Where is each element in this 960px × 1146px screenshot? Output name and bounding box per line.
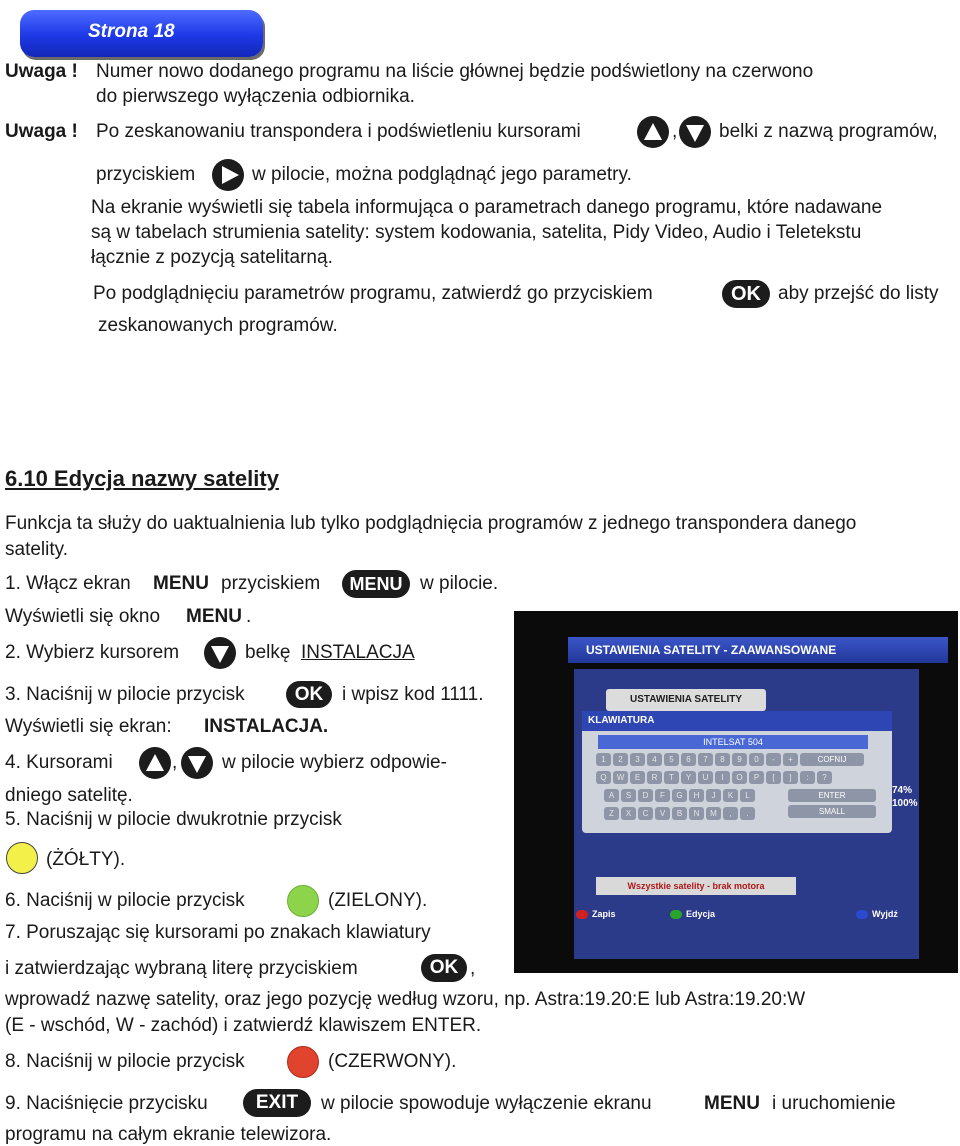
keyboard-key: G [672, 789, 687, 802]
step5-yellow: (ŻÓŁTY). [46, 849, 126, 870]
tv-screenshot [514, 611, 958, 973]
keyboard-key: 6 [681, 753, 696, 766]
keyboard-key: Y [681, 771, 696, 784]
note2-line2a: przyciskiem [96, 164, 196, 185]
step1-menu-word-2: MENU [186, 606, 242, 627]
page-number-label: Strona 18 [88, 21, 175, 42]
keyboard-key: ? [817, 771, 832, 784]
screenshot-btn-blue [856, 909, 898, 919]
key-cofnij: COFNIJ [800, 753, 864, 766]
step3-text-b: i wpisz kod 1111. [342, 684, 484, 705]
note2-text-part2: belki z nazwą programów, [719, 121, 938, 142]
step8-red: (CZERWONY). [328, 1051, 457, 1072]
keyboard-key: . [740, 807, 755, 820]
step3-text-c: Wyświetli się ekran: [5, 716, 172, 737]
note2-text-part1: Po zeskanowaniu transpondera i podświetleniu kursorami [96, 121, 581, 142]
keyboard-key: X [621, 807, 636, 820]
keyboard-key: 9 [732, 753, 747, 766]
step4-text-c: dniego satelitę. [5, 785, 133, 806]
arrow-down-icon [679, 116, 711, 148]
screenshot-btn-green [670, 909, 715, 919]
step9-text-a: 9. Naciśnięcie przycisku [5, 1093, 208, 1114]
step4-comma: , [172, 752, 178, 773]
keyboard-key: W [613, 771, 628, 784]
keyboard-key: 4 [647, 753, 662, 766]
keyboard-key: D [638, 789, 653, 802]
step7-text-a: 7. Poruszając się kursorami po znakach klawiatury [5, 922, 431, 943]
keyboard-key: S [621, 789, 636, 802]
section-intro-line2: satelity. [5, 539, 69, 560]
step7-text-b: i zatwierdzając wybraną literę przyciskiem [5, 958, 358, 979]
key-enter: ENTER [788, 789, 876, 802]
exit-button-icon: EXIT [243, 1089, 311, 1117]
step9-text-b: w pilocie spowoduje wyłączenie ekranu [321, 1093, 652, 1114]
note2-comma: , [672, 121, 678, 142]
step2-instalacja: INSTALACJA [301, 642, 415, 663]
screenshot-title: USTAWIENIA SATELITY - ZAAWANSOWANE [568, 637, 948, 663]
keyboard-key: 5 [664, 753, 679, 766]
keyboard-key: H [689, 789, 704, 802]
screenshot-btn-red [576, 909, 616, 919]
keyboard-key: [ [766, 771, 781, 784]
note1-label: Uwaga ! [5, 61, 78, 82]
step1-text-d: Wyświetli się okno [5, 606, 161, 627]
green-button-icon [287, 885, 319, 917]
keyboard-key: P [749, 771, 764, 784]
step8-text-a: 8. Naciśnij w pilocie przycisk [5, 1051, 245, 1072]
step1-text-b: przyciskiem [221, 573, 321, 594]
keyboard-key: U [698, 771, 713, 784]
section-intro-line1: Funkcja ta służy do uaktualnienia lub tylko podglądnięcia programów z jednego transpondera danego [5, 513, 857, 534]
step4-text-b: w pilocie wybierz odpowie- [222, 752, 447, 773]
step1-menu-word: MENU [153, 573, 209, 594]
step2-text-b: belkę [245, 642, 291, 663]
note1-line2: do pierwszego wyłączenia odbiornika. [96, 86, 415, 107]
keyboard-key: E [630, 771, 645, 784]
keyboard-key: N [689, 807, 704, 820]
ok-button-icon: OK [421, 954, 467, 982]
ok-button-icon: OK [722, 280, 770, 308]
note2-label: Uwaga ! [5, 121, 78, 142]
keyboard-key: A [604, 789, 619, 802]
screenshot-btn-red-label: Zapis [592, 909, 616, 919]
keyboard-key: L [740, 789, 755, 802]
yellow-button-icon [6, 842, 38, 874]
screenshot-btn-blue-label: Wyjdź [872, 909, 898, 919]
step9-text-d: programu na całym ekranie telewizora. [5, 1124, 332, 1145]
ok-button-icon: OK [286, 681, 332, 708]
step7-comma: , [470, 958, 476, 979]
keyboard-key: F [655, 789, 670, 802]
note2-line2b: w pilocie, można podglądnąć jego parametry. [252, 164, 632, 185]
step1-text-a: 1. Włącz ekran [5, 573, 131, 594]
keyboard-key: 0 [749, 753, 764, 766]
keyboard-key: 1 [596, 753, 611, 766]
keyboard-key: T [664, 771, 679, 784]
step7-text-d: (E - wschód, W - zachód) i zatwierdź klawiszem ENTER. [5, 1015, 482, 1036]
keyboard-field: INTELSAT 504 [598, 735, 868, 749]
screenshot-pct1: 74% [892, 785, 913, 796]
step5-text: 5. Naciśnij w pilocie dwukrotnie przycisk [5, 809, 342, 830]
keyboard-key: 2 [613, 753, 628, 766]
step6-green: (ZIELONY). [328, 890, 428, 911]
keyboard-key: K [723, 789, 738, 802]
step2-text-a: 2. Wybierz kursorem [5, 642, 180, 663]
screenshot-footer-bar: Wszystkie satelity - brak motora [596, 877, 796, 895]
keyboard-key: - [766, 753, 781, 766]
keyboard-key: 7 [698, 753, 713, 766]
para1-line3: łącznie z pozycją satelitarną. [91, 247, 333, 268]
screenshot-subtitle: USTAWIENIA SATELITY [606, 689, 766, 711]
para1-line2: są w tabelach strumienia satelity: system kodowania, satelita, Pidy Video, Audio i Teletekstu [91, 222, 862, 243]
keyboard-key: I [715, 771, 730, 784]
keyboard-key: Z [604, 807, 619, 820]
keyboard-key: R [647, 771, 662, 784]
onscreen-keyboard [582, 711, 892, 833]
keyboard-key: O [732, 771, 747, 784]
arrow-up-icon [139, 747, 171, 779]
keyboard-key: V [655, 807, 670, 820]
step9-menu-word: MENU [704, 1093, 760, 1114]
step6-text-a: 6. Naciśnij w pilocie przycisk [5, 890, 245, 911]
red-button-icon [287, 1046, 319, 1078]
keyboard-key: C [638, 807, 653, 820]
para2-line1a: Po podglądnięciu parametrów programu, zatwierdź go przyciskiem [93, 283, 653, 304]
keyboard-key: + [783, 753, 798, 766]
note1-line1: Numer nowo dodanego programu na liście głównej będzie podświetlony na czerwono [96, 61, 814, 82]
key-small: SMALL [788, 805, 876, 818]
arrow-right-icon [212, 159, 244, 191]
keyboard-label: KLAWIATURA [582, 711, 892, 731]
keyboard-key: M [706, 807, 721, 820]
keyboard-key: : [800, 771, 815, 784]
section-title: 6.10 Edycja nazwy satelity [5, 466, 279, 491]
keyboard-key: ] [783, 771, 798, 784]
step1-dot: . [246, 606, 252, 627]
keyboard-key: , [723, 807, 738, 820]
para2-line1b: aby przejść do listy [778, 283, 939, 304]
keyboard-key: J [706, 789, 721, 802]
para1-line1: Na ekranie wyświetli się tabela informująca o parametrach danego programu, które nadawane [91, 197, 883, 218]
step9-text-c: i uruchomienie [772, 1093, 896, 1114]
para2-line2: zeskanowanych programów. [98, 315, 338, 336]
arrow-down-icon [204, 637, 236, 669]
step7-text-c: wprowadź nazwę satelity, oraz jego pozycję według wzoru, np. Astra:19.20:E lub Astra:19.20:W [5, 989, 806, 1010]
step1-text-c: w pilocie. [420, 573, 499, 594]
keyboard-key: 3 [630, 753, 645, 766]
arrow-up-icon [637, 116, 669, 148]
page-number-badge [20, 10, 263, 57]
arrow-down-icon [181, 747, 213, 779]
screenshot-pct2: 100% [892, 798, 918, 809]
keyboard-key: B [672, 807, 687, 820]
step4-text-a: 4. Kursorami [5, 752, 113, 773]
step3-text-a: 3. Naciśnij w pilocie przycisk [5, 684, 245, 705]
keyboard-key: Q [596, 771, 611, 784]
keyboard-key: 8 [715, 753, 730, 766]
step3-instalacja: INSTALACJA. [204, 716, 329, 737]
screenshot-btn-green-label: Edycja [686, 909, 716, 919]
menu-button-icon: MENU [342, 570, 410, 598]
